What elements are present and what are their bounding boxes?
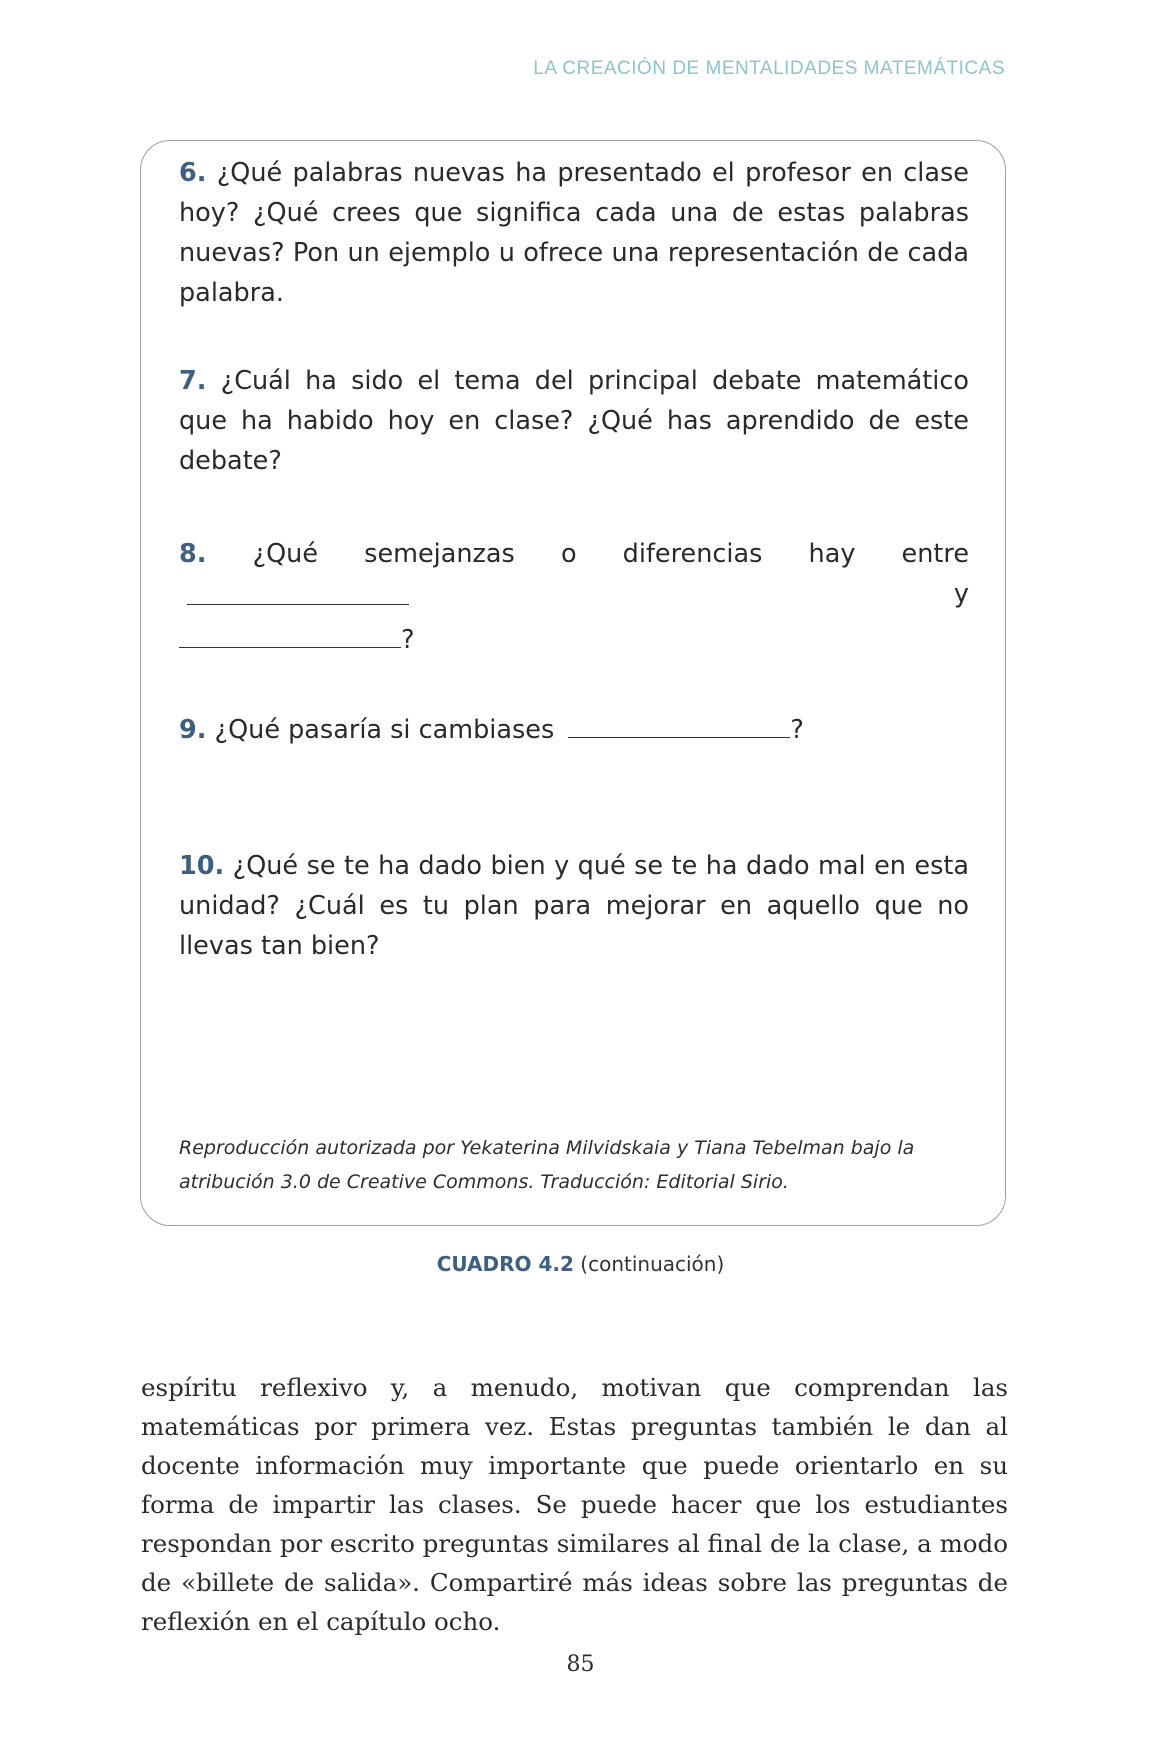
question-number: 7. — [179, 366, 207, 396]
question-end: ? — [401, 625, 415, 655]
question-number: 8. — [179, 539, 207, 569]
question-number: 10. — [179, 851, 225, 881]
question-number: 6. — [179, 158, 207, 188]
question-text: ¿Qué palabras nuevas ha presentado el profesor en clase hoy? ¿Qué crees que significa cada una de estas palabras nuevas? Pon un ejemplo u ofrece una representación de cada palabra. — [179, 158, 969, 308]
answer-blank — [179, 617, 401, 648]
question-text: ¿Qué pasaría si cambiases — [214, 715, 555, 745]
answer-blank — [187, 574, 409, 605]
credit-note: Reproducción autorizada por Yekaterina Milvidskaia y Tiana Tebelman bajo la atribución 3.0 de Creative Commons. Traducción: Editorial Sirio. — [179, 1137, 915, 1193]
page-number: 85 — [566, 1652, 595, 1677]
question-8 — [179, 534, 969, 660]
figure-caption — [0, 1252, 1161, 1276]
question-end: ? — [790, 715, 804, 745]
answer-blank — [568, 707, 790, 738]
question-7 — [179, 361, 969, 481]
running-head: LA CREACIÓN DE MENTALIDADES MATEMÁTICAS — [533, 58, 1005, 79]
caption-label: CUADRO 4.2 — [436, 1252, 574, 1276]
question-text: ¿Qué se te ha dado bien y qué se te ha dado mal en esta unidad? ¿Cuál es tu plan para mejorar en aquello que no llevas tan bien? — [179, 851, 969, 961]
question-text: ¿Cuál ha sido el tema del principal debate matemático que ha habido hoy en clase? ¿Qué has aprendido de este debate? — [179, 366, 969, 476]
question-number: 9. — [179, 715, 207, 745]
conjunction: y — [953, 579, 969, 609]
question-text: ¿Qué semejanzas o diferencias hay entre — [252, 539, 970, 569]
question-9 — [179, 707, 969, 750]
question-6 — [179, 153, 969, 313]
body-paragraph: espíritu reflexivo y, a menudo, motivan que comprendan las matemáticas por primera vez. Estas preguntas también le dan al docente información muy importante que puede orientarlo en su forma de impartir las clases. Se puede hacer que los estudiantes respondan por escrito preguntas similares al final de la clase, a modo de «billete de salida». Compartiré más ideas sobre las preguntas de reflexión en el capítulo ocho. — [141, 1373, 1008, 1636]
question-box — [140, 140, 1006, 1226]
caption-note: (continuación) — [580, 1252, 725, 1276]
question-10 — [179, 846, 969, 966]
